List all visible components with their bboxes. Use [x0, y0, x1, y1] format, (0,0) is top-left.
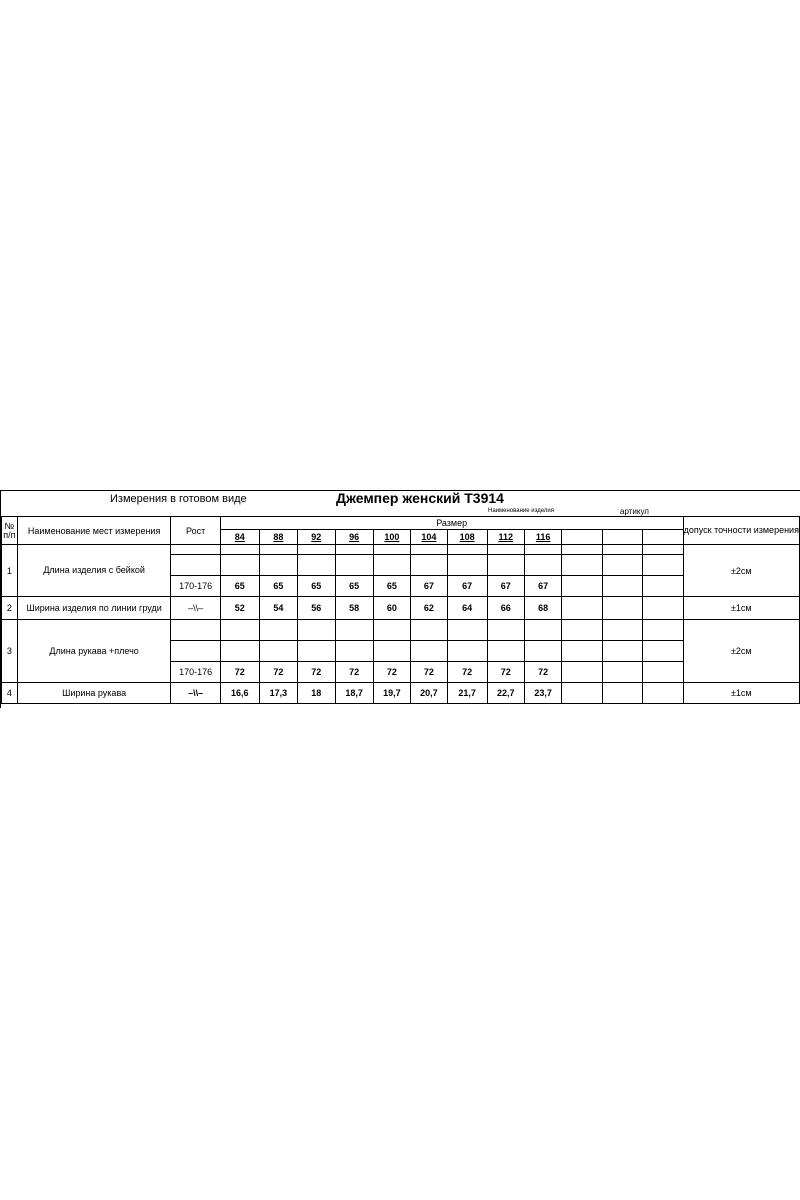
measurement-name: Длина изделия с бейкой [17, 545, 171, 597]
table-row [2, 620, 800, 641]
value-cell: 20,7 [411, 683, 448, 704]
empty-size-cell [602, 530, 642, 545]
size-header: 84 [220, 530, 259, 545]
row-number: 3 [2, 620, 18, 683]
value-cell: 22,7 [487, 683, 524, 704]
value-cell: 54 [259, 597, 297, 620]
measurement-name: Длина рукава +плечо [17, 620, 171, 683]
tolerance-cell: ±1см [683, 597, 799, 620]
table-row [2, 597, 800, 620]
value-cell: 65 [259, 576, 297, 597]
value-cell: 72 [447, 662, 487, 683]
row-number: 2 [2, 597, 18, 620]
value-cell: 19,7 [373, 683, 410, 704]
height-cell: –\\– [171, 683, 220, 704]
tolerance-cell: ±2см [683, 620, 799, 683]
value-cell: 66 [487, 597, 524, 620]
table-row [2, 683, 800, 704]
size-header: 116 [524, 530, 561, 545]
value-cell: 65 [220, 576, 259, 597]
size-header: 108 [447, 530, 487, 545]
sheet-subtitle: Измерения в готовом виде [110, 493, 247, 505]
value-cell: 18 [297, 683, 335, 704]
value-cell: 67 [411, 576, 448, 597]
value-cell: 56 [297, 597, 335, 620]
tolerance-cell: ±1см [683, 683, 799, 704]
height-cell: 170-176 [171, 576, 220, 597]
value-cell: 72 [259, 662, 297, 683]
measurement-table [1, 516, 800, 704]
size-header: 88 [259, 530, 297, 545]
value-cell: 58 [335, 597, 373, 620]
title-row [0, 490, 800, 516]
row-number: 1 [2, 545, 18, 597]
product-title: Джемпер женский Т3914 [336, 490, 504, 506]
value-cell: 65 [297, 576, 335, 597]
col-name-header: Наименование мест измерения [17, 517, 171, 545]
tolerance-header: допуск точности измерения [683, 517, 799, 545]
measurement-sheet [0, 490, 800, 710]
value-cell: 64 [447, 597, 487, 620]
value-cell: 72 [297, 662, 335, 683]
height-cell: –\\– [171, 597, 220, 620]
value-cell: 62 [411, 597, 448, 620]
value-cell: 23,7 [524, 683, 561, 704]
height-cell: 170-176 [171, 662, 220, 683]
value-cell: 16,6 [220, 683, 259, 704]
col-num-label: № п/п [3, 520, 16, 540]
value-cell: 72 [335, 662, 373, 683]
value-cell: 67 [447, 576, 487, 597]
value-cell: 67 [524, 576, 561, 597]
value-cell: 18,7 [335, 683, 373, 704]
size-header: 104 [411, 530, 448, 545]
value-cell: 72 [220, 662, 259, 683]
size-group-header: Размер [220, 517, 683, 530]
measurement-name: Ширина изделия по линии груди [17, 597, 171, 620]
col-height-header: Рост [171, 517, 220, 545]
value-cell: 52 [220, 597, 259, 620]
height-cell [171, 620, 220, 641]
product-name-label: Наименование изделия [488, 508, 554, 514]
value-cell: 67 [487, 576, 524, 597]
value-cell: 68 [524, 597, 561, 620]
height-cell [171, 641, 220, 662]
row-number: 4 [2, 683, 18, 704]
table-row [2, 545, 800, 555]
size-header: 112 [487, 530, 524, 545]
measurement-name: Ширина рукава [17, 683, 171, 704]
value-cell: 21,7 [447, 683, 487, 704]
value-cell: 65 [335, 576, 373, 597]
value-cell: 72 [373, 662, 410, 683]
empty-size-cell [643, 530, 683, 545]
empty-size-cell [562, 530, 602, 545]
value-cell: 72 [411, 662, 448, 683]
col-num-header [2, 517, 18, 545]
value-cell: 60 [373, 597, 410, 620]
size-header: 92 [297, 530, 335, 545]
value-cell: 72 [487, 662, 524, 683]
height-cell [171, 555, 220, 576]
tolerance-cell: ±2см [683, 545, 799, 597]
size-header: 96 [335, 530, 373, 545]
article-label: артикул [620, 507, 649, 516]
value-cell: 17,3 [259, 683, 297, 704]
value-cell: 72 [524, 662, 561, 683]
value-cell: 65 [373, 576, 410, 597]
size-header: 100 [373, 530, 410, 545]
height-cell [171, 545, 220, 555]
